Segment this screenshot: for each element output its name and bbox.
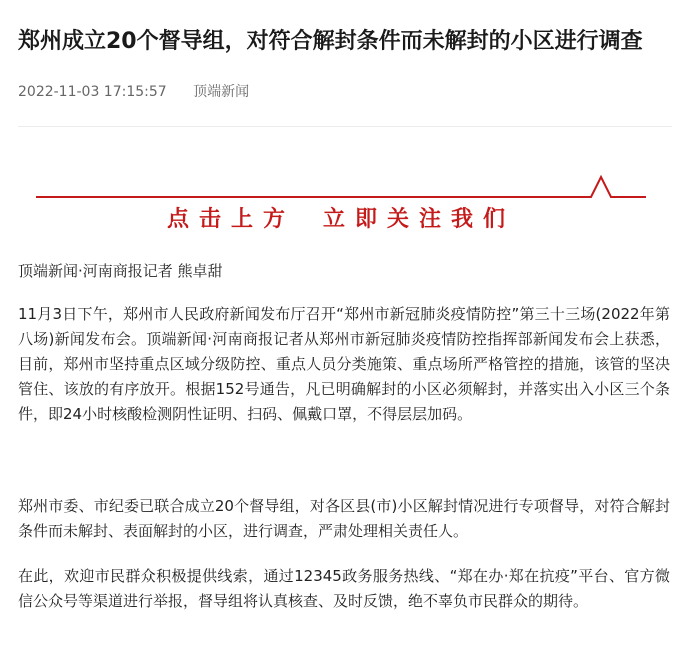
source-link[interactable]: 顶端新闻 (193, 84, 250, 100)
article-title: 郑州成立20个督导组，对符合解封条件而未解封的小区进行调查 (18, 29, 643, 54)
banner-line-with-arrow (36, 172, 646, 202)
follow-banner[interactable] (36, 172, 646, 242)
banner-follow-us: 立即关注我们 (323, 206, 516, 232)
author-byline: 顶端新闻·河南商报记者 熊卓甜 (18, 262, 223, 280)
follow-banner-text (36, 204, 646, 234)
article-meta (18, 82, 249, 102)
paragraph-1: 11月3日下午，郑州市人民政府新闻发布厅召开“郑州市新冠肺炎疫情防控”第三十三场(2022年第八场)新闻发布会。顶端新闻·河南商报记者从郑州市新冠肺炎疫情防控指挥部新闻发布会上获悉，目前，郑州市坚持重点区域分级防控、重点人员分类施策、重点场所严格管控的措施，该管的坚决管住、该放的有序放开。根据152号通告，凡已明确解封的小区必须解封，并落实出入小区三个条件，即24小时核酸检测阴性证明、扫码、佩戴口罩，不得层层加码。 (18, 305, 670, 423)
publish-timestamp: 2022-11-03 17:15:57 (18, 84, 167, 100)
banner-click-above: 点击上方 (166, 206, 295, 232)
paragraph-3: 在此，欢迎市民群众积极提供线索，通过12345政务服务热线、“郑在办·郑在抗疫”平台、官方微信公众号等渠道进行举报，督导组将认真核查、及时反馈，绝不辜负市民群众的期待。 (18, 567, 670, 610)
banner-arrow-line (36, 177, 646, 197)
paragraph-2: 郑州市委、市纪委已联合成立20个督导组，对各区县(市)小区解封情况进行专项督导，对符合解封条件而未解封、表面解封的小区，进行调查，严肃处理相关责任人。 (18, 497, 670, 540)
header-divider (18, 126, 672, 127)
